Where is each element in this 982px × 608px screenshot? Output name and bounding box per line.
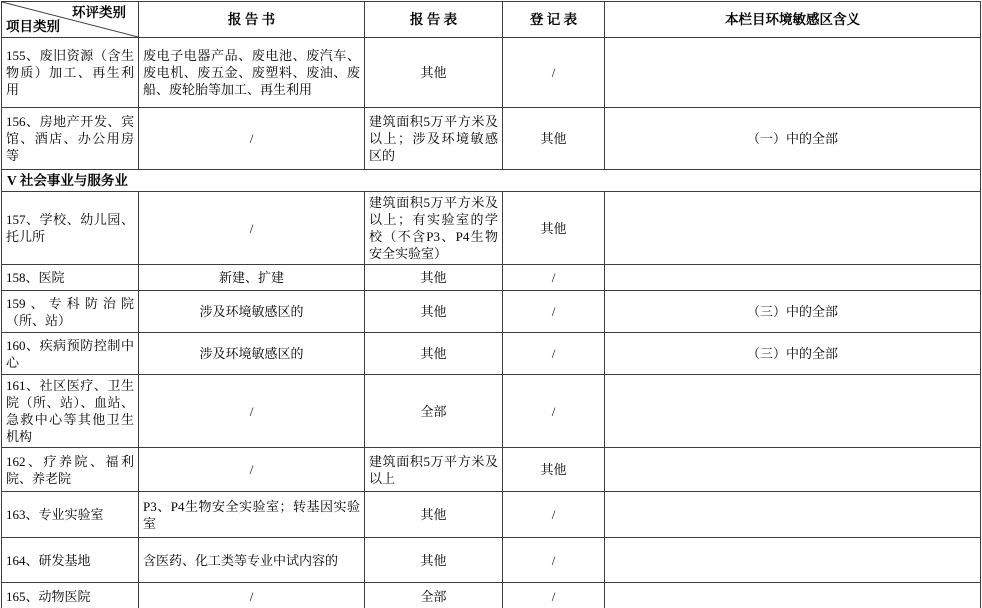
table-cell: （一）中的全部: [605, 108, 981, 170]
table-cell: （三）中的全部: [605, 291, 981, 333]
table-cell: 涉及环境敏感区的: [139, 333, 365, 375]
table-cell: 164、研发基地: [2, 538, 139, 583]
table-cell: 含医药、化工类等专业中试内容的: [139, 538, 365, 583]
table-cell: [605, 583, 981, 608]
table-cell: /: [139, 448, 365, 492]
table-row: [2, 108, 981, 170]
table-row: [2, 448, 981, 492]
table-cell: （三）中的全部: [605, 333, 981, 375]
table-row: [2, 583, 981, 608]
header-label-assessment-category: 环评类别: [72, 5, 126, 20]
table-cell: 其他: [365, 333, 503, 375]
table-cell: /: [503, 583, 605, 608]
table-cell: 新建、扩建: [139, 265, 365, 291]
table-header: [2, 2, 981, 38]
classification-table: [1, 1, 981, 608]
table-cell: 161、社区医疗、卫生院（所、站）、血站、急救中心等其他卫生机构: [2, 375, 139, 448]
table-cell: 废电子电器产品、废电池、废汽车、废电机、废五金、废塑料、废油、废船、废轮胎等加工、再生利用: [139, 38, 365, 108]
table-cell: 全部: [365, 583, 503, 608]
table-cell: 162、疗养院、福利院、养老院: [2, 448, 139, 492]
header-col-report-book: 报 告 书: [139, 2, 365, 38]
table-cell: 其他: [503, 108, 605, 170]
table-cell: /: [503, 538, 605, 583]
table-cell: /: [503, 333, 605, 375]
table-row: [2, 291, 981, 333]
table-cell: [605, 448, 981, 492]
header-row: [2, 2, 981, 38]
table-cell: 165、动物医院: [2, 583, 139, 608]
table-cell: /: [503, 492, 605, 538]
table-row: [2, 375, 981, 448]
table-cell: [605, 38, 981, 108]
table-cell: [605, 192, 981, 265]
table-body: [2, 38, 981, 608]
header-col-sensitive-area-meaning: 本栏目环境敏感区含义: [605, 2, 981, 38]
table-cell: 157、学校、幼儿园、托儿所: [2, 192, 139, 265]
header-col-report-form: 报 告 表: [365, 2, 503, 38]
table-cell: /: [503, 291, 605, 333]
table-cell: 建筑面积5万平方米及以上: [365, 448, 503, 492]
table-cell: 全部: [365, 375, 503, 448]
header-label-project-category: 项目类别: [6, 19, 60, 34]
header-col-registration-form: 登 记 表: [503, 2, 605, 38]
table-cell: 其他: [503, 192, 605, 265]
table-cell: 156、房地产开发、宾馆、酒店、办公用房等: [2, 108, 139, 170]
table-cell: /: [139, 108, 365, 170]
table-row: [2, 192, 981, 265]
table-cell: 其他: [365, 492, 503, 538]
table-cell: /: [503, 375, 605, 448]
section-header: V 社会事业与服务业: [2, 170, 981, 192]
table-cell: 159、专科防治院（所、站）: [2, 291, 139, 333]
table-row: [2, 492, 981, 538]
table-row: [2, 538, 981, 583]
section-row: [2, 170, 981, 192]
table-cell: 158、医院: [2, 265, 139, 291]
table-row: [2, 38, 981, 108]
table-cell: P3、P4生物安全实验室；转基因实验室: [139, 492, 365, 538]
table-cell: /: [139, 583, 365, 608]
table-cell: /: [139, 192, 365, 265]
table-row: [2, 333, 981, 375]
table-cell: 155、废旧资源（含生物质）加工、再生利用: [2, 38, 139, 108]
table-cell: 建筑面积5万平方米及以上；涉及环境敏感区的: [365, 108, 503, 170]
table-cell: 163、专业实验室: [2, 492, 139, 538]
table-cell: [605, 265, 981, 291]
table-cell: 其他: [365, 538, 503, 583]
table-cell: 其他: [365, 265, 503, 291]
table-cell: [605, 492, 981, 538]
table-cell: 160、疾病预防控制中心: [2, 333, 139, 375]
table-cell: 涉及环境敏感区的: [139, 291, 365, 333]
table-cell: 建筑面积5万平方米及以上；有实验室的学校（不含P3、P4生物安全实验室）: [365, 192, 503, 265]
table-cell: /: [139, 375, 365, 448]
table-cell: [605, 375, 981, 448]
table-cell: 其他: [503, 448, 605, 492]
table-row: [2, 265, 981, 291]
table-cell: /: [503, 265, 605, 291]
header-diagonal-cell: [2, 2, 139, 38]
table-cell: 其他: [365, 291, 503, 333]
table-cell: 其他: [365, 38, 503, 108]
table-cell: /: [503, 38, 605, 108]
table-cell: [605, 538, 981, 583]
